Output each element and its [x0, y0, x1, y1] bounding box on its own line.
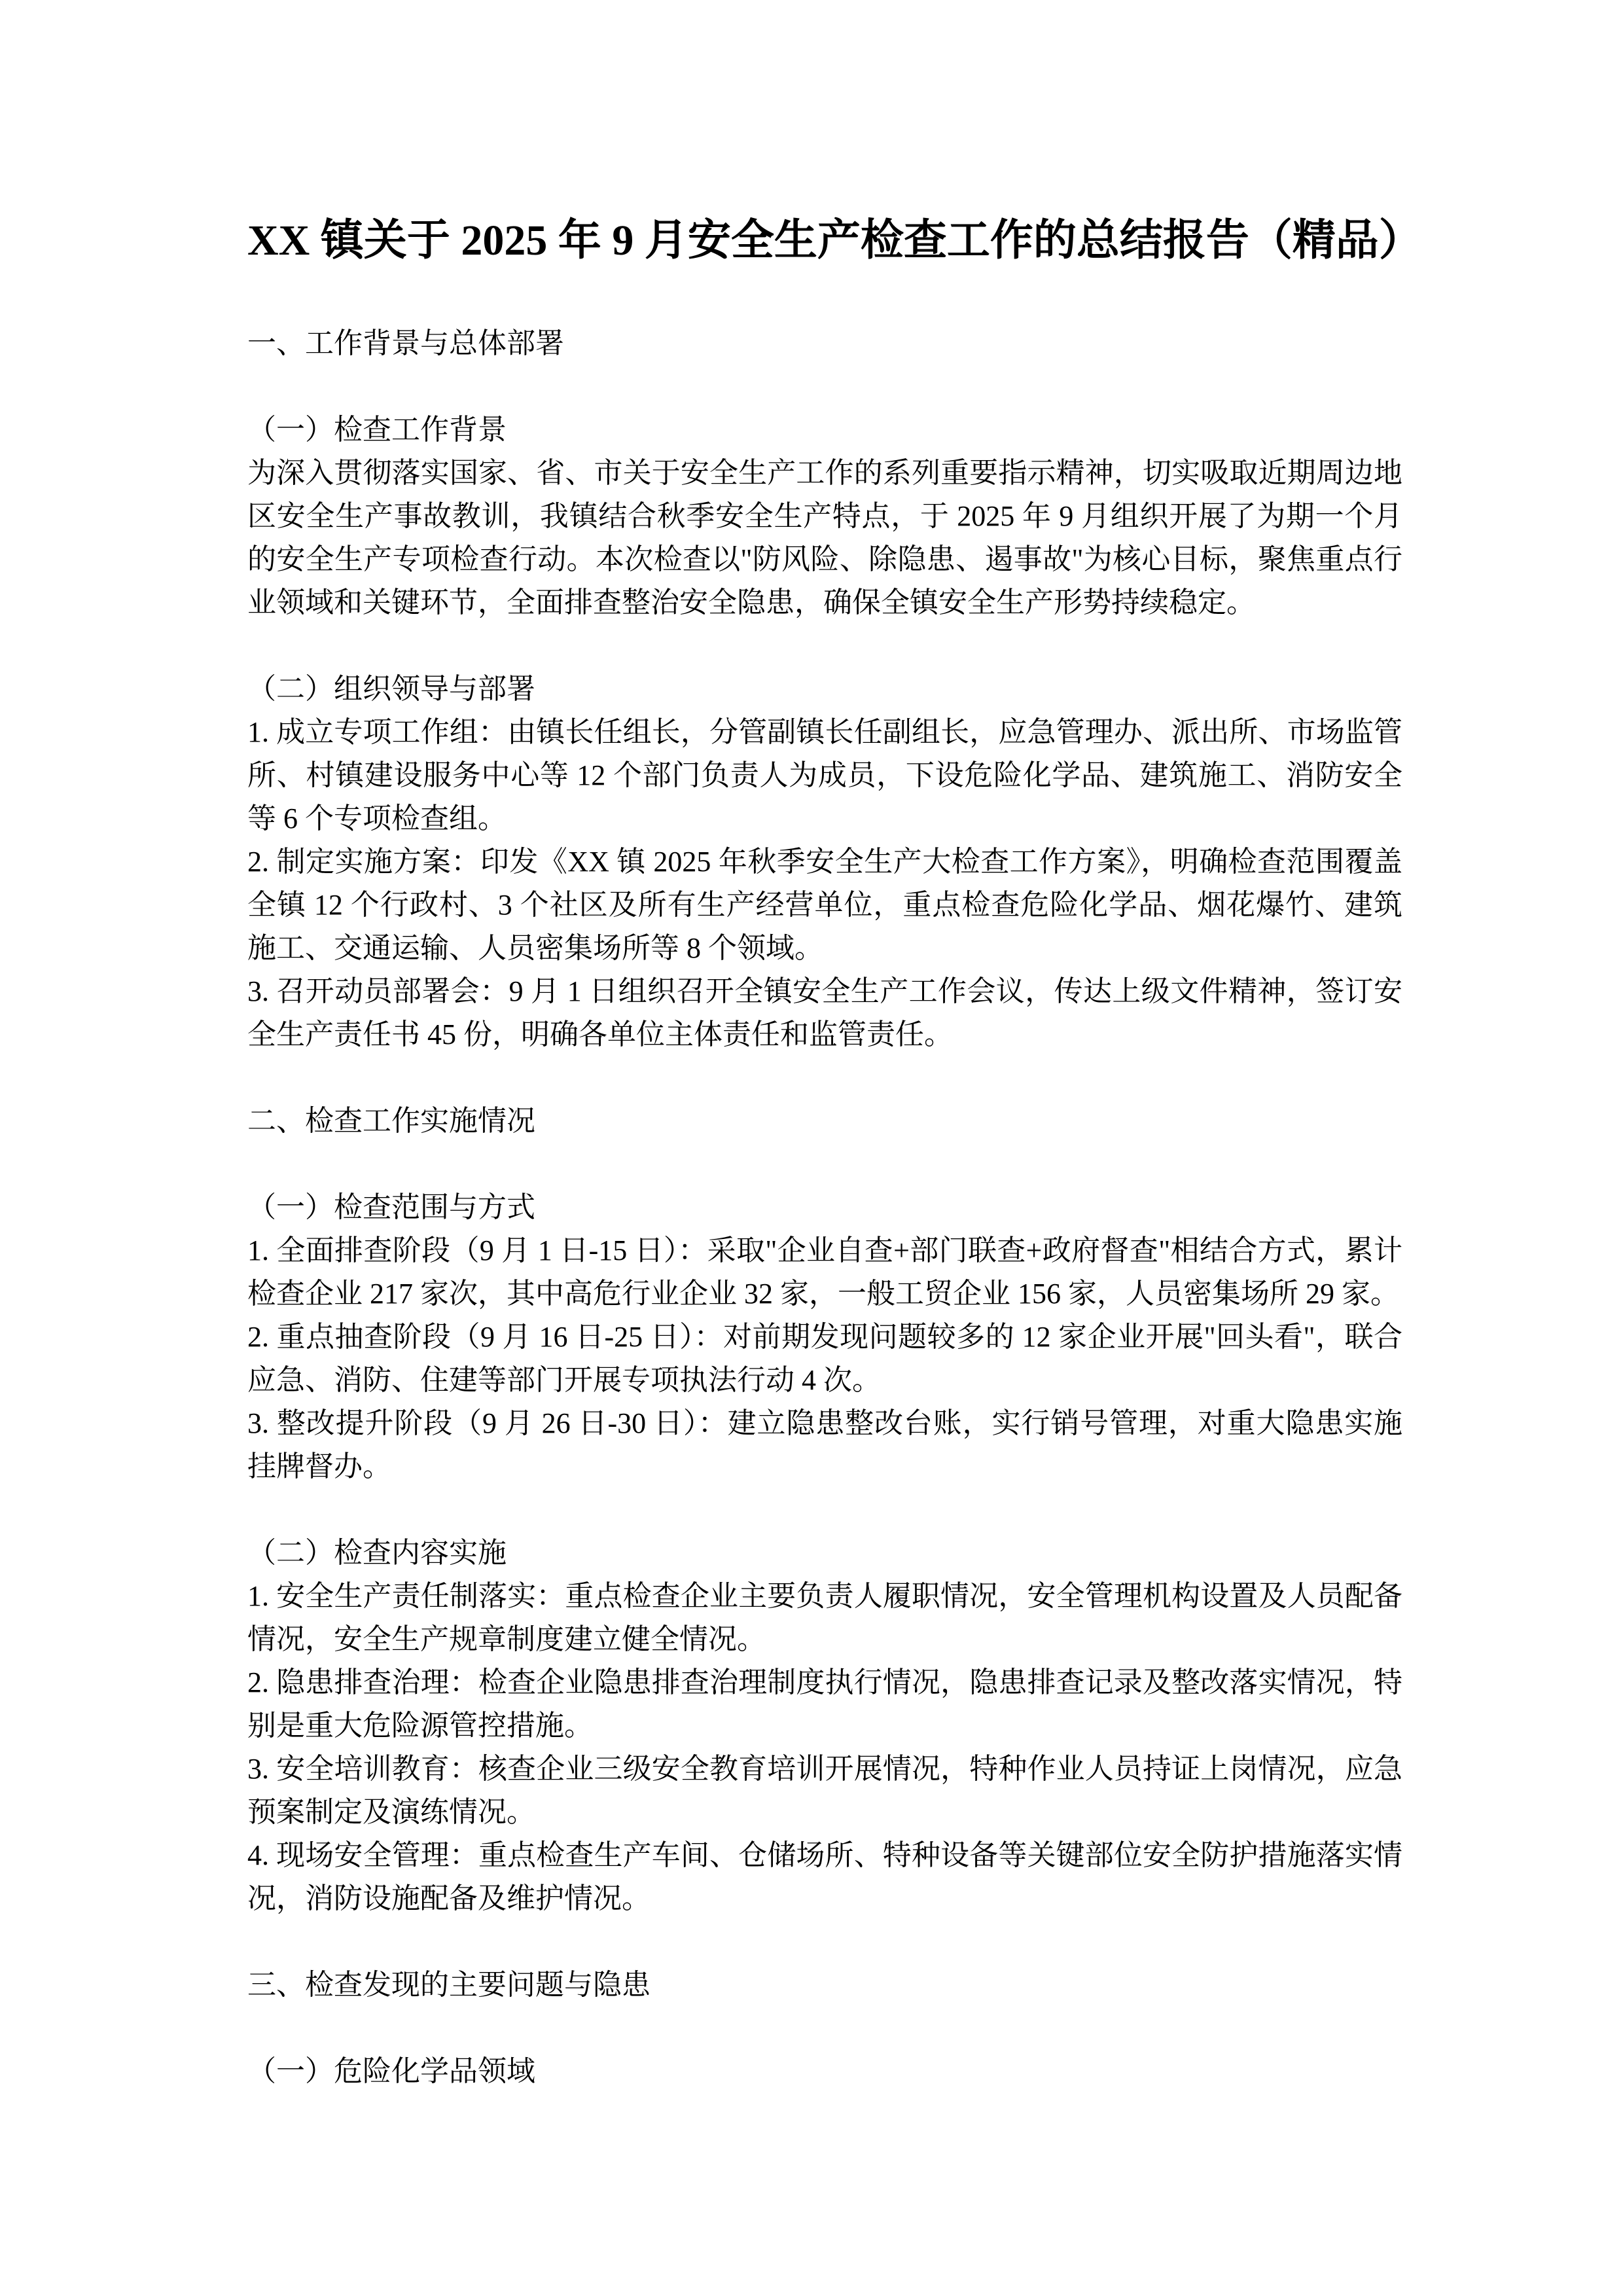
- paragraph: （二）检查内容实施: [247, 1537, 507, 1569]
- paragraph-group: [247, 1186, 1402, 1488]
- section-heading: [247, 2050, 1402, 2093]
- paragraph: 为深入贯彻落实国家、省、市关于安全生产工作的系列重要指示精神，切实吸取近期周边地区安全生产事故教训，我镇结合秋季安全生产特点，于 2025 年 9 月组织开展了为期一个月的安全生产专项检查行动。本次检查以"防风险、除隐患、遏事故"为核心目标，聚焦重点行业领域和关键环节，全面排查整治安全隐患，确保全镇安全生产形势持续稳定。: [247, 457, 1402, 619]
- paragraph: 2. 制定实施方案：印发《XX 镇 2025 年秋季安全生产大检查工作方案》，明确检查范围覆盖全镇 12 个行政村、3 个社区及所有生产经营单位，重点检查危险化学品、烟花爆竹、建筑施工、交通运输、人员密集场所等 8 个领域。: [247, 846, 1402, 964]
- paragraph-group: [247, 1532, 1402, 1920]
- paragraph-group: [247, 408, 1402, 624]
- document-body: [247, 322, 1402, 2093]
- paragraph: 2. 隐患排查治理：检查企业隐患排查治理制度执行情况，隐患排查记录及整改落实情况，特别是重大危险源管控措施。: [247, 1666, 1402, 1742]
- section-heading: [247, 1100, 1402, 1143]
- section-heading: [247, 1964, 1402, 2007]
- paragraph: 4. 现场安全管理：重点检查生产车间、仓储场所、特种设备等关键部位安全防护措施落实情况，消防设施配备及维护情况。: [247, 1839, 1402, 1914]
- paragraph: 二、检查工作实施情况: [247, 1105, 535, 1137]
- paragraph: 1. 全面排查阶段（9 月 1 日-15 日）：采取"企业自查+部门联查+政府督查"相结合方式，累计检查企业 217 家次，其中高危行业企业 32 家，一般工贸企业 156 家，人员密集场所 29 家。: [247, 1234, 1402, 1310]
- paragraph: （一）危险化学品领域: [247, 2055, 535, 2087]
- paragraph: 2. 重点抽查阶段（9 月 16 日-25 日）：对前期发现问题较多的 12 家企业开展"回头看"，联合应急、消防、住建等部门开展专项执法行动 4 次。: [247, 1321, 1402, 1396]
- paragraph: 三、检查发现的主要问题与隐患: [247, 1969, 651, 2001]
- document-title: XX 镇关于 2025 年 9 月安全生产检查工作的总结报告（精品）: [247, 217, 1422, 264]
- paragraph: （二）组织领导与部署: [247, 673, 535, 705]
- paragraph: 一、工作背景与总体部署: [247, 327, 564, 359]
- paragraph: 1. 成立专项工作组：由镇长任组长，分管副镇长任副组长，应急管理办、派出所、市场监管所、村镇建设服务中心等 12 个部门负责人为成员，下设危险化学品、建筑施工、消防安全等 6 个专项检查组。: [247, 716, 1402, 834]
- section-heading: [247, 322, 1402, 365]
- paragraph: 3. 安全培训教育：核查企业三级安全教育培训开展情况，特种作业人员持证上岗情况，应急预案制定及演练情况。: [247, 1753, 1402, 1828]
- paragraph: 3. 召开动员部署会：9 月 1 日组织召开全镇安全生产工作会议，传达上级文件精神，签订安全生产责任书 45 份，明确各单位主体责任和监管责任。: [247, 975, 1402, 1050]
- paragraph: 3. 整改提升阶段（9 月 26 日-30 日）：建立隐患整改台账，实行销号管理，对重大隐患实施挂牌督办。: [247, 1407, 1402, 1482]
- paragraph-group: [247, 668, 1402, 1056]
- paragraph: （一）检查工作背景: [247, 414, 507, 446]
- paragraph: （一）检查范围与方式: [247, 1191, 535, 1223]
- paragraph: 1. 安全生产责任制落实：重点检查企业主要负责人履职情况，安全管理机构设置及人员配备情况，安全生产规章制度建立健全情况。: [247, 1580, 1402, 1655]
